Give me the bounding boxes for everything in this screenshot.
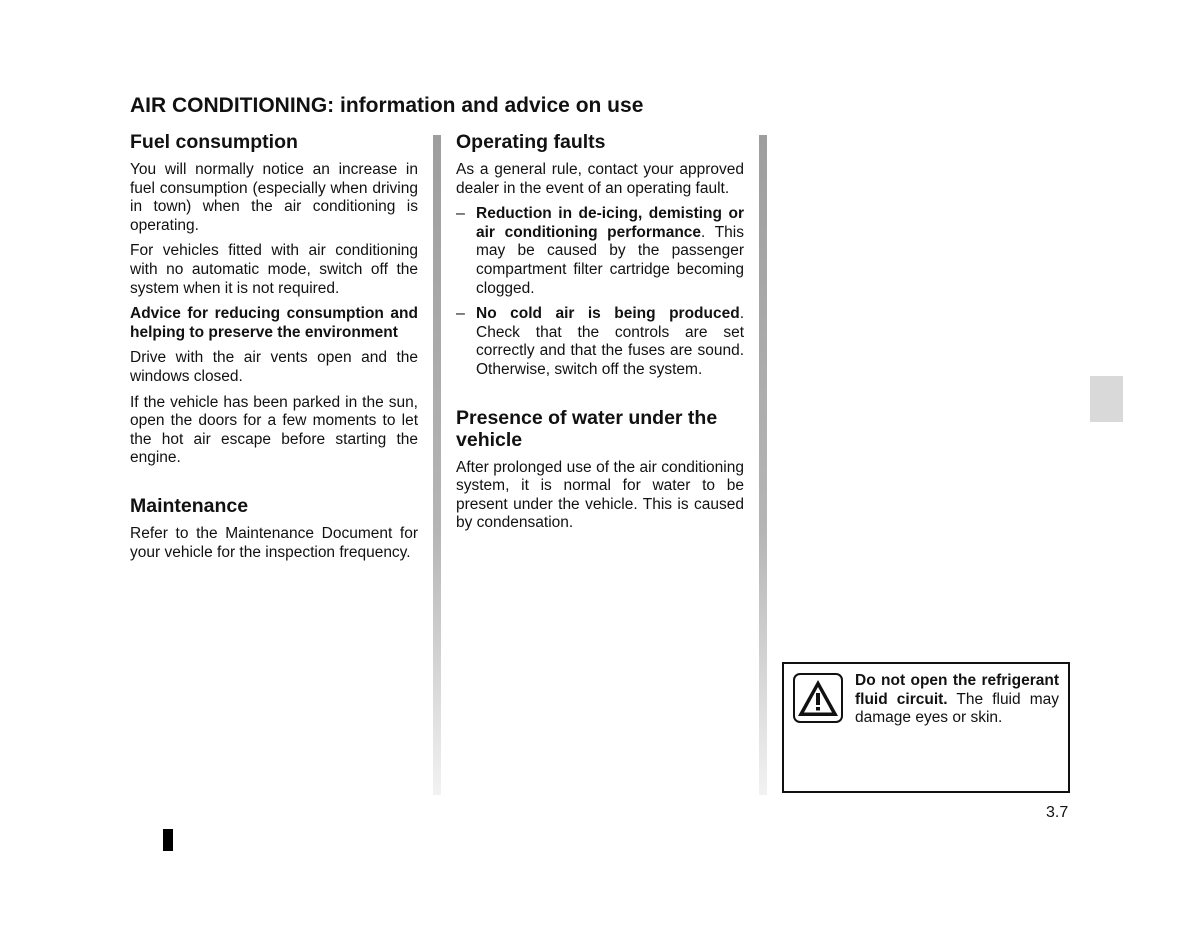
page-title: AIR CONDITIONING: information and advice on use	[130, 94, 644, 117]
list-item	[456, 305, 744, 379]
dash-marker: –	[456, 205, 465, 223]
column-shade-bar	[433, 135, 441, 795]
left-column	[130, 131, 418, 569]
fuel-paragraph-2: For vehicles fitted with air conditioning with no automatic mode, switch off the system when it is not required.	[130, 242, 418, 297]
page-edge-mark	[163, 829, 173, 851]
faults-intro: As a general rule, contact your approved dealer in the event of an operating fault.	[456, 161, 744, 197]
water-paragraph: After prolonged use of the air conditioning system, it is normal for water to be present under the vehicle. This is caused by condensation.	[456, 458, 744, 532]
list-item-punct: .	[701, 223, 706, 241]
operating-faults-heading: Operating faults	[456, 131, 606, 153]
list-item-title: No cold air is being produced	[476, 305, 740, 323]
warning-box	[782, 662, 1070, 793]
warning-text	[855, 672, 1059, 728]
warning-body-text: The fluid may damage eyes or skin.	[855, 690, 1059, 727]
list-item	[456, 205, 744, 298]
page-number: 3.7	[1046, 804, 1069, 821]
fuel-consumption-heading: Fuel consumption	[130, 131, 298, 153]
section-thumb-tab	[1090, 376, 1123, 422]
dash-marker: –	[456, 305, 465, 323]
maintenance-paragraph: Refer to the Maintenance Document for your vehicle for the inspection frequency.	[130, 524, 418, 561]
list-item-text: Check that the controls are set correctly and that the fuses are sound. Otherwise, switch off the system.	[476, 323, 744, 378]
maintenance-heading: Maintenance	[130, 494, 249, 517]
advice-paragraph-2: If the vehicle has been parked in the sun, open the doors for a few moments to let the hot air escape before starting the engine.	[130, 393, 418, 467]
water-heading: Presence of water under the vehicle	[456, 406, 718, 451]
advice-heading: Advice for reducing consumption and helping to preserve the environment	[130, 305, 418, 341]
advice-paragraph-1: Drive with the air vents open and the windows closed.	[130, 349, 418, 385]
warning-triangle-icon	[793, 673, 843, 723]
middle-column	[456, 131, 744, 540]
warning-bold-text: Do not open the refrigerant fluid circuit.	[855, 672, 1059, 708]
list-item-punct: .	[739, 305, 744, 323]
list-item-text: This may be caused by the passenger compartment filter cartridge becoming clogged.	[476, 223, 744, 297]
column-shade-bar	[759, 135, 767, 795]
fuel-paragraph-1: You will normally notice an increase in fuel consumption (especially when driving in town) when the air conditioning is operating.	[130, 161, 418, 234]
list-item-title: Reduction in de-icing, demisting or air conditioning performance	[476, 205, 744, 241]
